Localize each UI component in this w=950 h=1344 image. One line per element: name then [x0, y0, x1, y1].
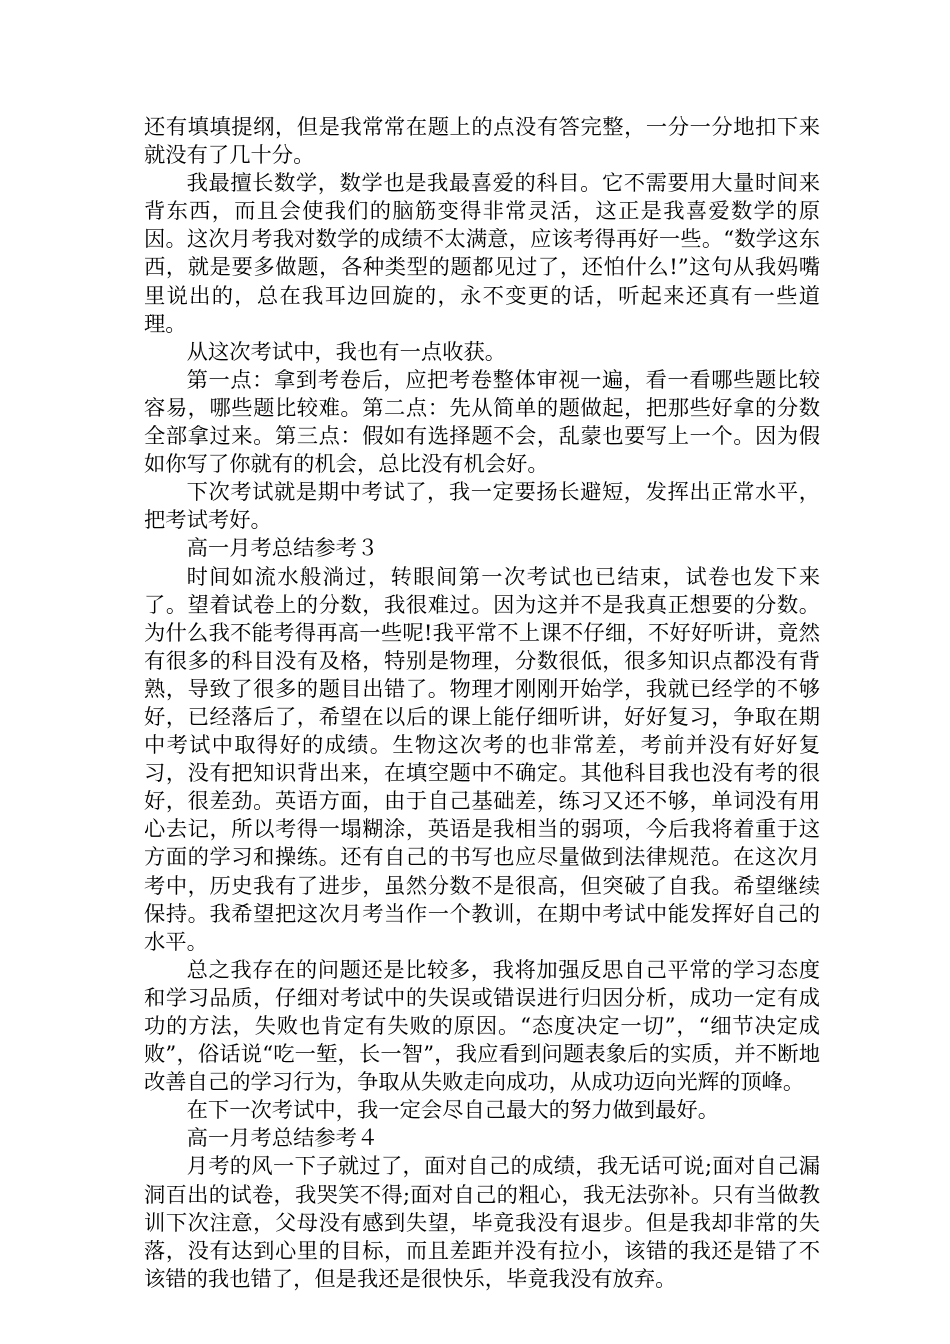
paragraph-section3-body: 时间如流水般淌过，转眼间第一次考试也已结束，试卷也发下来了。望着试卷上的分数，我很难过。因为这并不是我真正想要的分数。为什么我不能考得再高一些呢!我平常不上课不仔细，不好好听讲，竟然有很多的科目没有及格，特别是物理，分数很低，很多知识点都没有背熟，导致了很多的题目出错了。物理才刚刚开始学，我就已经学的不够好，已经落后了，希望在以后的课上能仔细听讲，好好复习，争取在期中考试中取得好的成绩。生物这次考的也非常差，考前并没有好好复习，没有把知识背出来，在填空题中不确定。其他科目我也没有考的很好，很差劲。英语方面，由于自己基础差，练习又还不够，单词没有用心去记，所以考得一塌糊涂，英语是我相当的弱项，今后我将着重于这方面的学习和操练。还有自己的书写也应尽量做到法律规范。在这次月考中，历史我有了进步，虽然分数不是很高，但突破了自我。希望继续保持。我希望把这次月考当作一个教训，在期中考试中能发挥好自己的水平。 — [144, 564, 820, 955]
paragraph-summary: 总之我存在的问题还是比较多，我将加强反思自己平常的学习态度和学习品质，仔细对考试中的失误或错误进行归因分析，成功一定有成功的方法，失败也肯定有失败的原因。“态度决定一切”，“细节决定成败”，俗话说“吃一堑，长一智”，我应看到问题表象后的实质，并不断地改善自己的学习行为，争取从失败走向成功，从成功迈向光辉的顶峰。 — [144, 957, 820, 1096]
document-page — [144, 114, 820, 1294]
paragraph-harvest: 从这次考试中，我也有一点收获。 — [186, 339, 507, 365]
section-heading-4: 高一月考总结参考４ — [186, 1126, 379, 1152]
paragraph-tips: 第一点：拿到考卷后，应把考卷整体审视一遍，看一看哪些题比较容易，哪些题比较难。第二点：先从简单的题做起，把那些好拿的分数全部拿过来。第三点：假如有选择题不会，乱蒙也要写上一个。因为假如你写了你就有的机会，总比没有机会好。 — [144, 367, 820, 478]
paragraph-continuation: 还有填填提纲，但是我常常在题上的点没有答完整，一分一分地扣下来就没有了几十分。 — [144, 115, 820, 169]
section-heading-3: 高一月考总结参考３ — [186, 536, 379, 562]
paragraph-next-exam: 下次考试就是期中考试了，我一定要扬长避短，发挥出正常水平，把考试考好。 — [144, 480, 820, 534]
paragraph-section4-body: 月考的风一下子就过了，面对自己的成绩，我无话可说;面对自己漏洞百出的试卷，我哭笑不得;面对自己的粗心，我无法弥补。只有当做教训下次注意，父母没有感到失望，毕竟我没有退步。但是我却非常的失落，没有达到心里的目标，而且差距并没有拉小，该错的我还是错了不该错的我也错了，但是我还是很快乐，毕竟我没有放弃。 — [144, 1154, 820, 1292]
paragraph-math: 我最擅长数学，数学也是我最喜爱的科目。它不需要用大量时间来背东西，而且会使我们的脑筋变得非常灵活，这正是我喜爱数学的原因。这次月考我对数学的成绩不太满意，应该考得再好一些。“数学这东西，就是要多做题，各种类型的题都见过了，还怕什么!”这句从我妈嘴里说出的，总在我耳边回旋的，永不变更的话，听起来还真有一些道理。 — [144, 171, 820, 337]
paragraph-resolve: 在下一次考试中，我一定会尽自己最大的努力做到最好。 — [186, 1098, 720, 1124]
